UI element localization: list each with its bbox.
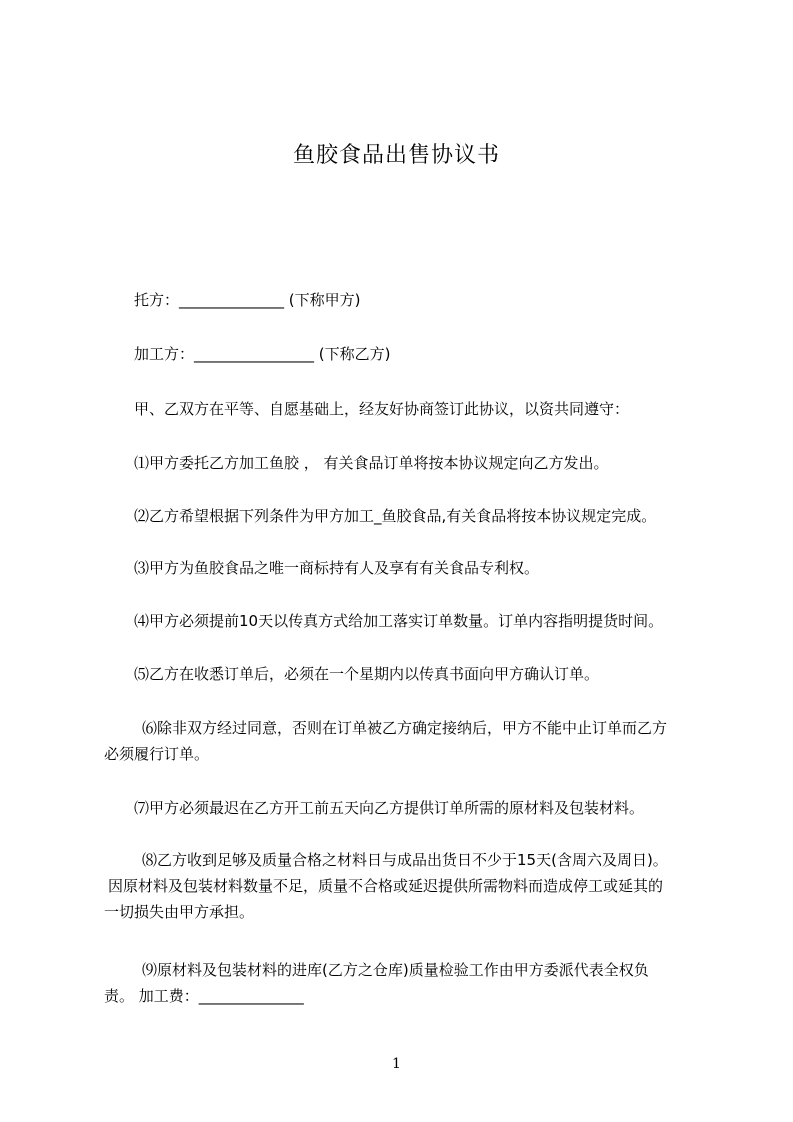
text-line: ⑻乙方收到足够及质量合格之材料日与成品出货日不少于15天(含周六及周日)。 xyxy=(142,851,668,869)
text-line: ⑶甲方为鱼胶食品之唯一商标持有人及享有有关食品专利权。 xyxy=(134,559,540,577)
text-line: ⑵乙方希望根据下列条件为甲方加工_鱼胶食品,有关食品将按本协议规定完成。 xyxy=(134,507,657,525)
clause-4 xyxy=(104,608,708,634)
processor-party-line xyxy=(104,341,708,367)
clause-6 xyxy=(104,715,708,767)
clause-3 xyxy=(104,555,708,581)
clause-1 xyxy=(104,450,708,476)
text-line: 因原材料及包装材料数量不足，质量不合格或延迟提供所需物料而造成停工或延其的 xyxy=(108,877,664,895)
text-line: ⑺甲方必须最迟在乙方开工前五天向乙方提供订单所需的原材料及包装材料。 xyxy=(134,799,645,817)
clause-8 xyxy=(104,847,708,925)
text-line: ⑷甲方必须提前10天以传真方式给加工落实订单数量。订单内容指明提货时间。 xyxy=(134,612,664,630)
clause-2 xyxy=(104,503,708,529)
clause-7 xyxy=(104,795,708,821)
text-line: ⑼原材料及包装材料的进库(乙方之仓库)质量检验工作由甲方委派代表全权负 xyxy=(142,961,649,979)
document-title: 鱼胶食品出售协议书 xyxy=(292,143,500,168)
clause-9 xyxy=(104,957,708,1009)
client-party-line xyxy=(104,287,708,313)
page-number: 1 xyxy=(392,1056,401,1072)
text-line: 一切损失由甲方承担。 xyxy=(104,903,255,921)
text-line: ⑸乙方在收悉订单后，必须在一个星期内以传真书面向甲方确认订单。 xyxy=(134,665,600,683)
text-line: 甲、乙双方在平等、自愿基础上，经友好协商签订此协议，以资共同遵守： xyxy=(134,400,630,418)
clause-5 xyxy=(104,661,708,687)
text-line: 加工方：________________ (下称乙方) xyxy=(134,345,391,363)
text-line: ⑴甲方委托乙方加工鱼胶 ， 有关食品订单将按本协议规定向乙方发出。 xyxy=(134,454,609,472)
text-line: 必须履行订单。 xyxy=(104,745,210,763)
preamble-paragraph xyxy=(104,396,708,422)
text-line: 托方：______________ (下称甲方) xyxy=(134,291,361,309)
text-line: 责。 加工费：______________ xyxy=(104,987,304,1005)
text-line: ⑹除非双方经过同意，否则在订单被乙方确定接纳后，甲方不能中止订单而乙方 xyxy=(142,719,668,737)
